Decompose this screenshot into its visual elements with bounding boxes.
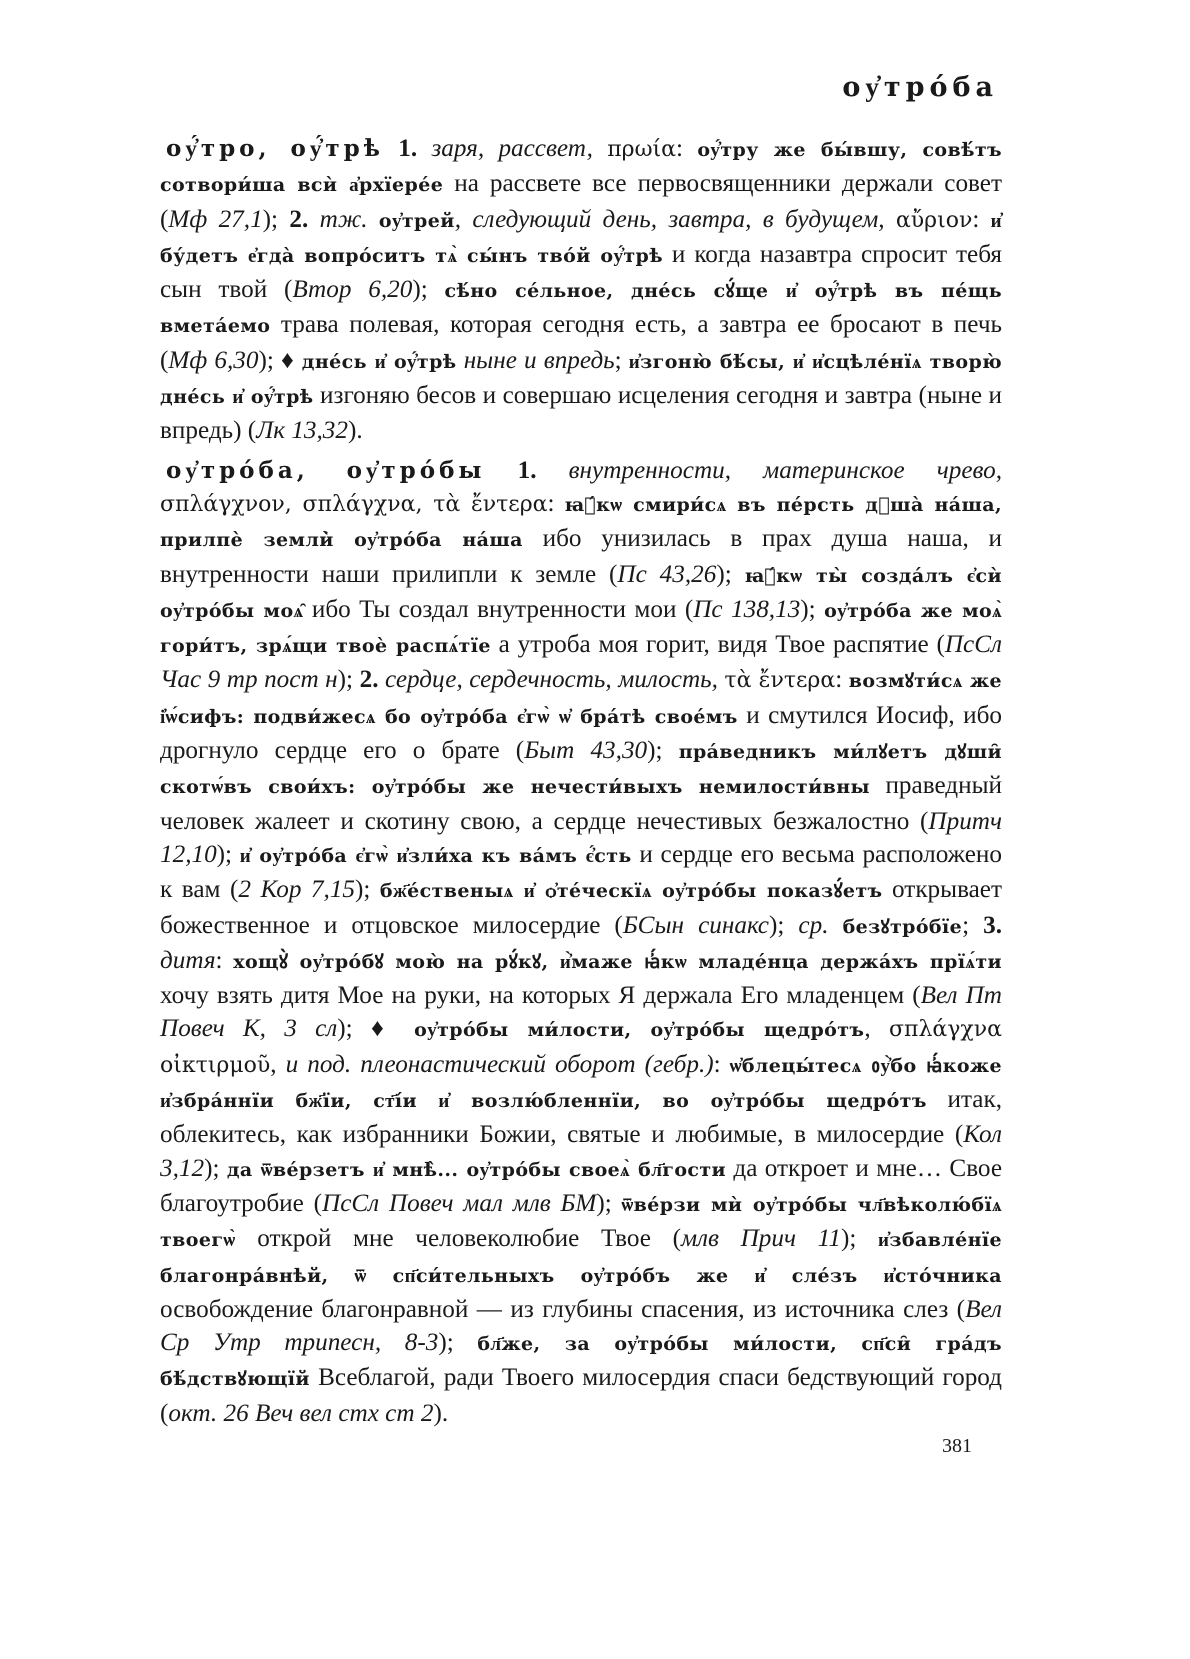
italic-text: сердце, сердечность, милость, [385,666,725,694]
body-text: трава полевая, которая сегодня есть, а завтра ее бросают в печь ( [160,311,1002,374]
body-text: , [270,1050,286,1078]
italic-text: 2 Кор 7,15 [238,876,356,904]
sense-number: 2. [359,666,386,694]
church-slavonic-citation: и҆збавле́нїе благонра́внѣй, ѿ сп҃си́тельныхъ оу҆тро́бъ же и҆ сле́зъ и҆сто́чника [160,1229,1002,1287]
church-slavonic-citation: пра́ведникъ ми́лꙋетъ дꙋши̑ скотѡ́въ свои́хъ: оу҆тро́бы же нечести́выхъ немилости́вны [160,741,1003,799]
body-text: : [835,666,849,694]
body-text: ); [768,911,799,939]
body-text: а утроба моя горит, видя Твое распятие ( [490,631,945,659]
page-number: 381 [942,1435,972,1457]
italic-text: заря, рассвет, [431,135,608,162]
italic-text: окт. 26 Веч вел стх ст 2 [168,1399,434,1427]
church-slavonic-citation: возмꙋти́сѧ же і҆ѡ́сифъ: подви́жесѧ бо оу҆тро́ба є҆гѡ̀ ѡ҆ бра́тѣ свое́мъ [160,670,1003,728]
body-text: праведный человек жалеет и скотину свою, а сердце нечестивых безжалостно ( [160,772,1002,835]
body-text: ибо Ты создал внутренности мои ( [303,595,694,623]
dictionary-entry [160,454,1002,1430]
italic-text: Вел Пт Повеч К, 3 сл [160,982,1002,1043]
body-text: хочу взять дитя Мое на руки, на которых Я держала Его младенцем ( [160,982,921,1010]
church-slavonic-citation: дне́сь и҆ оу҆́трѣ [301,350,457,373]
church-slavonic-citation: хощꙋ̀ оу҆тро́бꙋ мою̀ на рꙋ́кꙋ, и҆̀маже ꙗ҆́кѡ младе́нца держа́хъ прїѧ́ти [233,950,1002,973]
church-slavonic-citation: ѿве́рзи мѝ оу҆тро́бы чл҃вѣколю́бїѧ твоегѡ̀ [160,1193,1002,1252]
greek-equivalent: σπλάγχνα οἰκτιρμοῦ [160,1017,1002,1078]
church-slavonic-citation: и҆згоню̀ бѣ́сы, и҆ и҆сцѣле́нїѧ творю̀ дне́сь и҆ оу҆́трѣ [160,350,1003,409]
body-text: : [215,946,234,974]
body-text: изгоняю бесов и совершаю исцеления сегодня и завтра (ныне и впредь) ( [160,382,1003,445]
church-slavonic-citation: ꙗ҆́кѡ смири́сѧ въ пе́рсть дꙋша̀ на́ша, прилпѐ земли̇̀ оу҆тро́ба на́ша [160,493,1003,552]
body-text: и смутился Иосиф, ибо дрогнуло сердце его о брате ( [160,701,1002,765]
church-slavonic-citation: сѣ́но се́льное, дне́сь сꙋ́ще и҆ оу҆́трѣ въ пе́щь вмета́емо [160,280,1003,338]
body-text: да откроет и мне… Свое благоутробие ( [160,1154,1002,1217]
body-text: ); [596,1189,622,1217]
body-text: ибо унизилась в прах душа наша, и внутренности наши прилипли к земле ( [160,525,1002,588]
italic-text: ср. [798,911,843,939]
italic-text: , [454,205,473,233]
italic-text: и под. плеонастический оборот (гебр.) [285,1050,714,1078]
italic-text: Втор 6,20 [292,276,413,304]
church-slavonic-citation: бл҃же, за оу҆тро́бы ми́лости, сп҃си̑ гра́дъ бѣ́дствꙋющїй [160,1333,1002,1391]
italic-text: млв Прич 11 [680,1225,841,1253]
italic-text: дитя [160,946,216,974]
body-text: и когда назавтра спросит тебя сын твой ( [160,240,1002,304]
dictionary-entry [160,132,1002,448]
church-slavonic-citation: оу҆́тру же бы́вшу, совѣ́тъ сотвори́ша всѝ а҆рхїере́е [160,139,1002,197]
italic-text: Лк 13,32 [256,417,348,445]
italic-text: БСын синакс [622,911,769,939]
italic-text: тж. [319,205,379,233]
church-slavonic-citation: бж҃е́ственыѧ и҆ ѻ҆те́ческїѧ оу҆тро́бы показꙋ́етъ [379,880,883,903]
body-text: , [864,1015,889,1043]
body-text: : [972,205,991,233]
italic-text: Пс 138,13 [693,595,801,623]
italic-text: Быт 43,30 [524,737,648,765]
body-text: Всеблагой, ради Твоего милосердия спаси бедствующий город ( [160,1364,1002,1427]
headword: оу҆тро́ба, оу҆тро́бы [166,456,486,484]
italic-text: ныне и впредь [456,346,615,374]
italic-text: ПсСл Час 9 тр пост н [160,631,1003,694]
sense-number: 1. [383,135,432,162]
body-text: ); [337,666,360,694]
body-text: освобождение благонравной — из глубины спасения, из источника слез ( [160,1295,966,1323]
italic-text: Мф 6,30 [168,346,259,374]
church-slavonic-citation: безꙋтро́бїе [842,915,963,938]
body-text: ); [412,276,445,304]
body-text: ); [204,1154,227,1182]
italic-text: следующий день, завтра, в будущем, [472,205,896,233]
body-text: : [547,489,565,517]
body-text: ); [840,1225,879,1253]
body-text: открой мне человеколюбие Твое ( [235,1225,681,1253]
italic-text: ПсСл Повеч мал млв БМ [322,1189,597,1217]
church-slavonic-citation: оу҆тро́бы ми́лости, оу҆тро́бы щедро́тъ [414,1019,865,1042]
body-text: ); [438,1329,478,1357]
body-text: открывает божественное и отцовское милосердие ( [160,876,1002,939]
body-text: на рассвете все первосвященники держали совет ( [160,170,1002,233]
body-text: ); [216,840,240,868]
body-text: ); [647,737,679,765]
sense-number: 2. [289,205,320,233]
headword: оу҆́тро, оу҆́трѣ [166,135,384,162]
body-text: ; [614,346,629,374]
italic-text: Вел Ср Утр трипесн, 8-3 [160,1295,1002,1357]
body-text: ). [348,417,363,445]
italic-text: Пс 43,26 [617,560,717,588]
church-slavonic-citation: ꙗ҆́кѡ ты̀ созда́лъ є҆сѝ оу҆тро́бы моѧ̑ [160,564,1002,622]
italic-text: Кол 3,12 [160,1121,1002,1182]
body-text: : [676,135,698,162]
greek-equivalent: αὔριον [895,207,973,233]
italic-text: Притч 12,10 [160,807,1002,868]
church-slavonic-citation: и҆ бу́детъ е҆гда̀ вопро́ситъ тѧ̀ сы́нъ тво́й оу҆́трѣ [160,209,1003,267]
church-slavonic-citation: и҆ оу҆тро́ба є҆гѡ̀ и҆зли́ха къ ва́мъ є҆́сть [239,844,632,867]
body-text: ); ♦ [258,346,302,374]
greek-equivalent: πρωία [607,137,677,162]
body-text: : [713,1050,730,1078]
body-text: ); [262,205,290,233]
running-head: оу҆тро́ба [842,72,998,103]
church-slavonic-citation: оу҆тро́ба же моѧ̀ гори́тъ, зрѧ́щи твоѐ распѧ́тїе [160,599,1003,658]
body-text: ). [433,1399,449,1427]
greek-equivalent: τὰ ἔντερα [724,668,836,694]
body-text: итак, облекитесь, как избранники Божии, святые и любимые, в милосердие ( [160,1086,1002,1149]
church-slavonic-citation: ѡ҆блецы́тесѧ ᲂу҆̀бо ꙗ҆́коже и҆збра́ннїи бж҃їи, ст҃і́и и҆ возлю́бленнїи, во оу҆тро́бы щедро́тъ [160,1054,1002,1113]
body-text: и сердце его весьма расположено к вам ( [160,840,1002,904]
body-text: ); [355,876,380,904]
body-text: ); [800,595,825,623]
greek-equivalent: σπλάγχνον, σπλάγχνα, τὰ ἔντερα [160,491,548,517]
sense-number: 3. [983,911,1003,939]
body-text: ; [962,911,984,939]
page-body [160,132,1002,1434]
italic-text: внутренности, материнское чрево, [568,456,1003,484]
body-text: ); ♦ [337,1015,415,1043]
church-slavonic-citation: да ѿве́рзетъ и҆ мнѣ̀... оу҆тро́бы своеѧ̀ бл҃гости [226,1158,727,1181]
body-text: ); [716,560,745,588]
church-slavonic-citation: оу҆трей [378,209,455,232]
sense-number: 1. [485,456,569,484]
italic-text: Мф 27,1 [168,205,263,233]
